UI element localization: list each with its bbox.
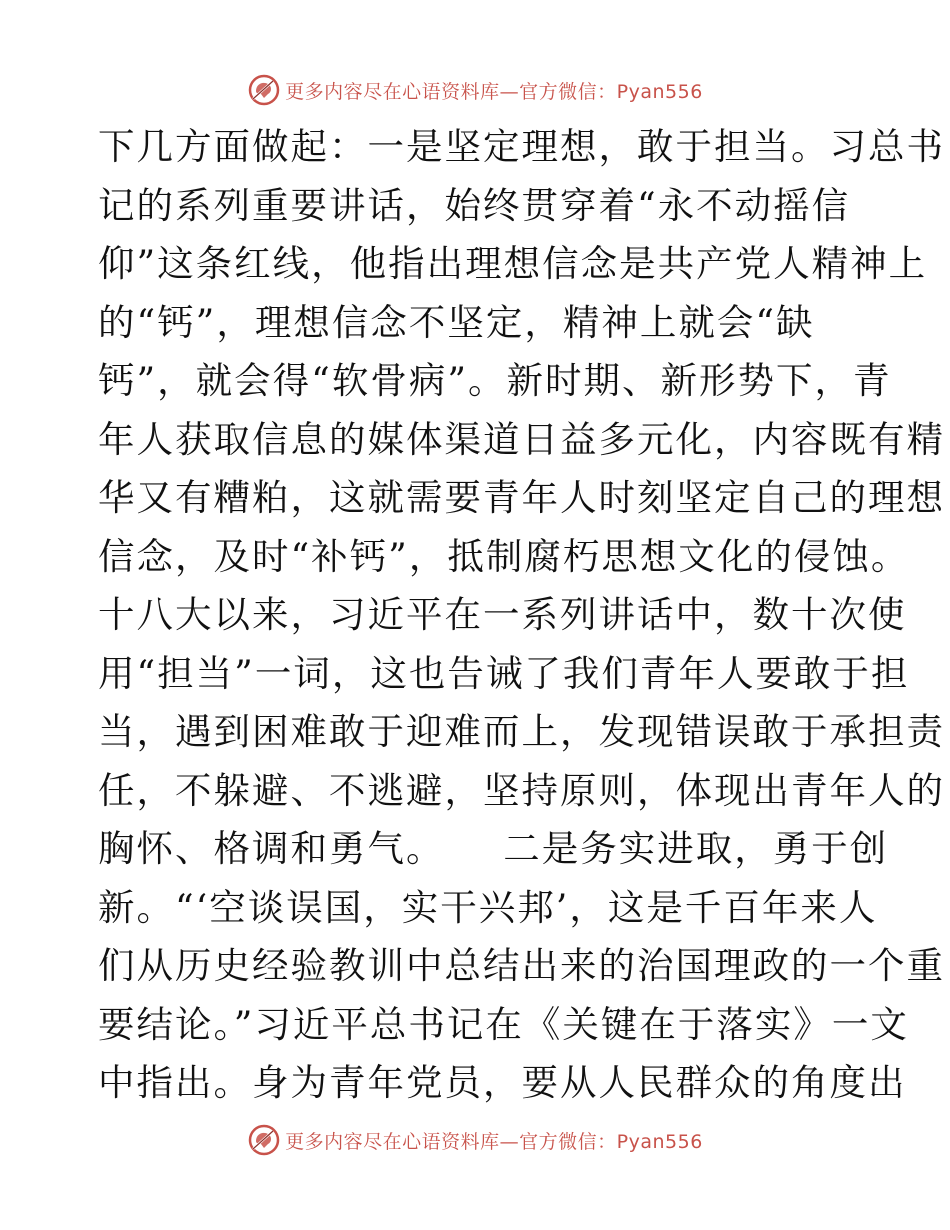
text-line: 记的系列重要讲话，始终贯穿着“永不动摇信 <box>98 183 851 227</box>
brain-logo-icon <box>247 73 281 107</box>
text-line: 任，不躲避、不逃避，坚持原则，体现出青年人的 <box>98 768 945 812</box>
text-line: 华又有糟粕，这就需要青年人时刻坚定自己的理想 <box>98 476 945 519</box>
watermark-text <box>285 1127 703 1154</box>
text-line: 仰”这条红线，他指出理想信念是共产党人精神上 <box>98 242 928 285</box>
footer-watermark <box>0 1120 950 1160</box>
text-line: 用“担当”一词，这也告诫了我们青年人要敢于担 <box>98 651 910 695</box>
text-line: 下几方面做起：一是坚定理想，敢于担当。习总书 <box>98 125 945 168</box>
text-line: 胸怀、格调和勇气。 二是务实进取，勇于创 <box>98 827 889 870</box>
header-watermark <box>0 70 950 110</box>
text-line: 中指出。身为青年党员，要从人民群众的角度出 <box>98 1061 907 1104</box>
text-line: 当，遇到困难敢于迎难而上，发现错误敢于承担责 <box>98 710 945 753</box>
text-line: 的“钙”，理想信念不坚定，精神上就会“缺 <box>98 300 815 344</box>
brain-logo-icon <box>247 1123 281 1157</box>
document-body <box>98 118 945 1113</box>
text-line: 要结论。”习近平总书记在《关键在于落实》一文 <box>98 1002 909 1046</box>
text-line: 信念，及时“补钙”，抵制腐朽思想文化的侵蚀。 <box>98 534 910 578</box>
watermark-wechat-id: Pyan556 <box>616 80 703 103</box>
watermark-caption: 更多内容尽在心语资料库—官方微信： <box>285 1130 617 1153</box>
text-line: 年人获取信息的媒体渠道日益多元化，内容既有精 <box>98 417 945 461</box>
text-line: 新。“‘空谈误国，实干兴邦’，这是千百年来人 <box>98 885 878 929</box>
watermark-caption: 更多内容尽在心语资料库—官方微信： <box>285 80 617 103</box>
text-line: 们从历史经验教训中总结出来的治国理政的一个重 <box>98 944 945 987</box>
text-line: 十八大以来，习近平在一系列讲话中，数十次使 <box>98 593 907 636</box>
text-line: 钙”，就会得“软骨病”。新时期、新形势下，青 <box>98 359 892 402</box>
watermark-wechat-id: Pyan556 <box>616 1130 703 1153</box>
watermark-text <box>285 77 703 104</box>
